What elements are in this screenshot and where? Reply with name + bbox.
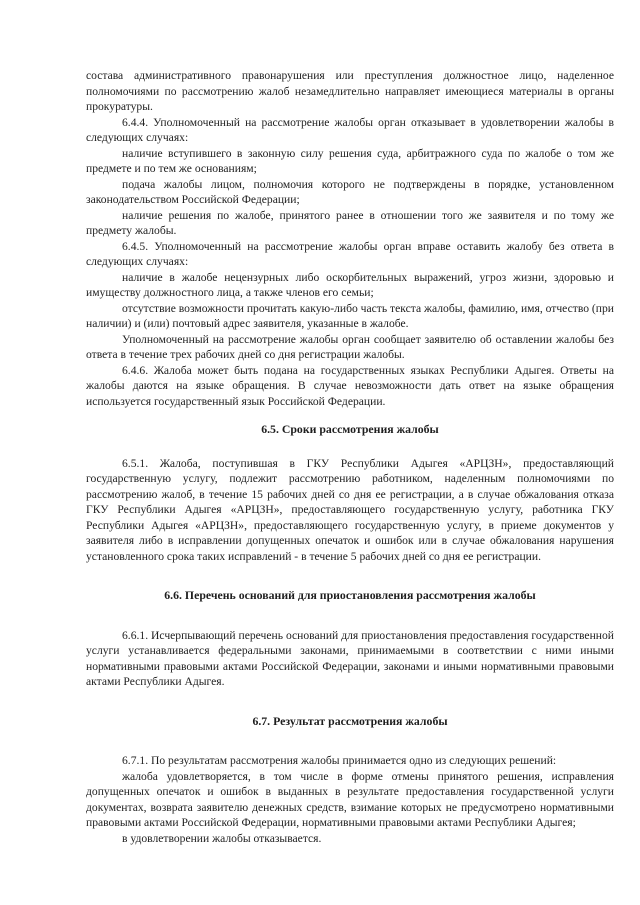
list-item: подача жалобы лицом, полномочия которого не подтверждены в порядке, установленном законодательством Российской Федерации;	[86, 177, 614, 206]
list-item: наличие решения по жалобе, принятого ранее в отношении того же заявителя и по тому же предмету жалобы.	[86, 208, 614, 237]
paragraph-6-6-1: 6.6.1. Исчерпывающий перечень оснований для приостановления предоставления государственной услуги устанавливается федеральными законами, принимаемыми в соответствии с ними иными нормативными правовыми актами Российской Федерации, законами и иными нормативными правовыми актами Республики Адыгея.	[86, 628, 614, 688]
paragraph: Уполномоченный на рассмотрение жалобы орган сообщает заявителю об оставлении жалобы без ответа в течение трех рабочих дней со дня регистрации жалобы.	[86, 332, 614, 361]
paragraph-6-4-5: 6.4.5. Уполномоченный на рассмотрение жалобы орган вправе оставить жалобу без ответа в следующих случаях:	[86, 239, 614, 268]
list-item: наличие в жалобе нецензурных либо оскорбительных выражений, угроз жизни, здоровью и имуществу должностного лица, а также членов его семьи;	[86, 270, 614, 299]
section-6-5-block	[86, 456, 614, 565]
intro-block	[86, 68, 614, 409]
paragraph-6-4-4: 6.4.4. Уполномоченный на рассмотрение жалобы орган отказывает в удовлетворении жалобы в следующих случаях:	[86, 115, 614, 144]
paragraph: состава административного правонарушения или преступления должностное лицо, наделенное полномочиями по рассмотрению жалоб незамедлительно направляет имеющиеся материалы в органы прокуратуры.	[86, 69, 614, 113]
list-item: жалоба удовлетворяется, в том числе в форме отмены принятого решения, исправления допущенных опечаток и ошибок в выданных в результате предоставления государственной услуги документах, возврата заявителю денежных средств, взимание которых не предусмотрено нормативными правовыми актами Российской Федерации, нормативными правовыми актами Республики Адыгея;	[86, 769, 614, 829]
list-item: наличие вступившего в законную силу решения суда, арбитражного суда по жалобе о том же предмете и по тем же основаниям;	[86, 146, 614, 175]
section-6-7-block	[86, 753, 614, 846]
section-6-6-block	[86, 628, 614, 690]
paragraph-6-5-1: 6.5.1. Жалоба, поступившая в ГКУ Республики Адыгея «АРЦЗН», предоставляющий государственную услугу, подлежит рассмотрению работником, наделенным полномочиями по рассмотрению жалоб, в течение 15 рабочих дней со дня ее регистрации, а в случае обжалования отказа ГКУ Республики Адыгея «АРЦЗН», предоставляющего государственную услугу, работника ГКУ Республики Адыгея «АРЦЗН», предоставляющего государственную услугу, в приеме документов у заявителя либо в исправлении допущенных опечаток и ошибок или в случае обжалования нарушения установленного срока таких исправлений - в течение 5 рабочих дней со дня ее регистрации.	[86, 456, 614, 563]
section-heading-6-6: 6.6. Перечень оснований для приостановления рассмотрения жалобы	[164, 588, 536, 602]
list-item: в удовлетворении жалобы отказывается.	[122, 831, 322, 845]
section-heading-6-5: 6.5. Сроки рассмотрения жалобы	[261, 422, 439, 436]
section-heading-6-7: 6.7. Результат рассмотрения жалобы	[252, 713, 448, 728]
paragraph-6-7-1: 6.7.1. По результатам рассмотрения жалобы принимается одно из следующих решений:	[122, 754, 557, 767]
paragraph-6-4-6: 6.4.6. Жалоба может быть подана на государственных языках Республики Адыгея. Ответы на жалобы даются на языке обращения. В случае невозможности дать ответ на языке обращения используется государственный язык Российской Федерации.	[86, 363, 614, 408]
list-item: отсутствие возможности прочитать какую-либо часть текста жалобы, фамилию, имя, отчество (при наличии) и (или) почтовый адрес заявителя, указанные в жалобе.	[86, 301, 614, 330]
